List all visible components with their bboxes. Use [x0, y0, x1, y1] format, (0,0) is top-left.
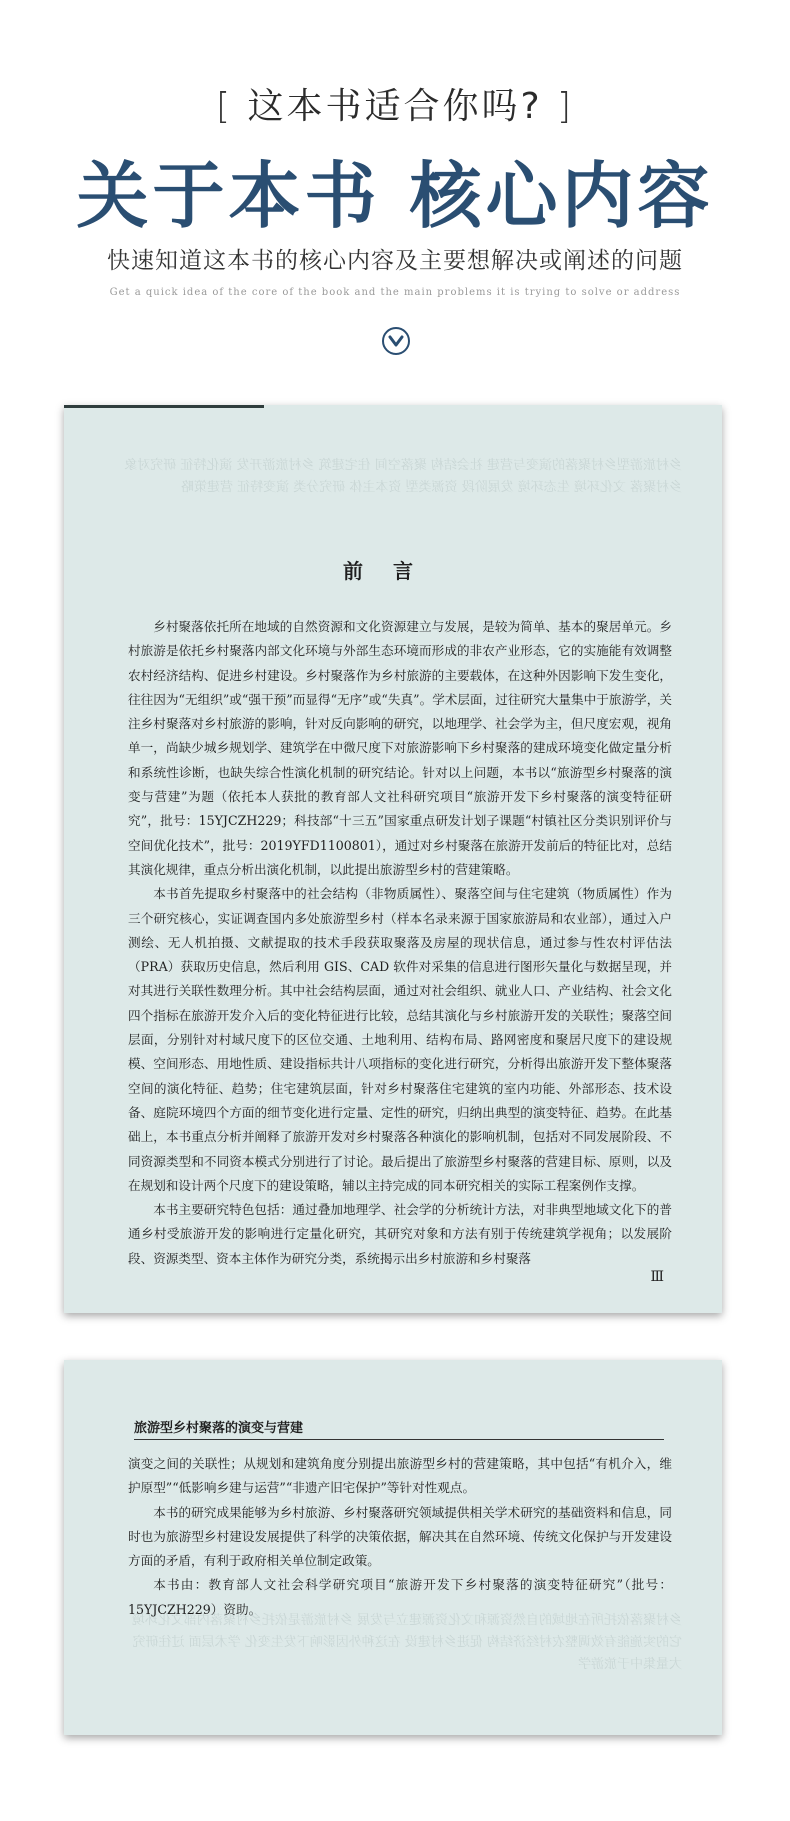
page-number: Ⅲ [650, 1269, 664, 1285]
tag-close-bracket: ] [557, 86, 575, 127]
tag-text: 这本书适合你吗? [247, 86, 543, 127]
paragraph: 本书首先提取乡村聚落中的社会结构（非物质属性）、聚落空间与住宅建筑（物质属性）作为三个研究核心，实证调查国内多处旅游型乡村（样本名录来源于国家旅游局和农业部），通过入户测绘、无人机拍摄、文献提取的技术手段获取聚落及房屋的现状信息，通过参与性农村评估法（PRA）获取历史信息，然后利用 GIS、CAD 软件对采集的信息进行图形矢量化与数据呈现，并对其进行关联性数理分析。其中社会结构层面，通过对社会组织、就业人口、产业结构、社会文化四个指标在旅游开发介入后的变化特征进行比较，总结其演化与乡村旅游开发的关联性；聚落空间层面，分别针对村域尺度下的区位交通、土地利用、结构布局、路网密度和聚居尺度下的建设规模、空间形态、用地性质、建设指标共计八项指标的变化进行研究，分析得出旅游开发下整体聚落空间的演化特征、趋势；住宅建筑层面，针对乡村聚落住宅建筑的室内功能、外部形态、技术设备、庭院环境四个方面的细节变化进行定量、定性的研究，归纳出典型的演变特征、趋势。在此基础上，本书重点分析并阐释了旅游开发对乡村聚落各种演化的影响机制，包括对不同发展阶段、不同资源类型和不同资本模式分别进行了讨论。最后提出了旅游型乡村聚落的营建目标、原则，以及在规划和设计两个尺度下的建设策略，辅以主持完成的同本研究相关的实际工程案例作支撑。 [128, 886, 672, 1193]
header [0, 0, 790, 400]
chevron-down-circle-icon [381, 326, 411, 356]
paragraph: 本书主要研究特色包括：通过叠加地理学、社会学的分析统计方法，对非典型地域文化下的普通乡村受旅游开发的影响进行定量化研究，其研究对象和方法有别于传统建筑学视角；以发展阶段、资源类型、资本主体作为研究分类，系统揭示出乡村旅游和乡村聚落 [128, 1202, 672, 1266]
subtitle: 快速知道这本书的核心内容及主要想解决或阐述的问题 [107, 248, 683, 274]
preface-heading: 前言 [343, 559, 443, 583]
preface-body [128, 615, 672, 1271]
paragraph: 本书的研究成果能够为乡村旅游、乡村聚落研究领域提供相关学术研究的基础资料和信息，同时也为旅游型乡村建设发展提供了科学的决策依据，解决其在自然环境、传统文化保护与开发建设方面的矛盾，有利于政府相关单位制定政策。 [128, 1504, 672, 1569]
subtitle-english: Get a quick idea of the core of the book and the main problems it is trying to solve or address [109, 287, 681, 298]
page-title: 关于本书 核心内容 [76, 153, 714, 238]
running-head [134, 1417, 664, 1440]
bleed-through-texture: 乡村聚落依托所在地域的自然资源和文化资源建立与发展 乡村旅游是依托乡村聚落内部文化环境 它的实施能有效调整农村经济结构 促进乡村建设 在这种外因影响下发生变化 学术层面 过往研究大量集中于旅游学 [131, 1613, 682, 1672]
book-page-continued [64, 1360, 722, 1735]
continued-body [128, 1452, 672, 1622]
paragraph: 演变之间的关联性；从规划和建筑角度分别提出旅游型乡村的营建策略，其中包括“有机介入，维护原型”“低影响乡建与运营”“非遗产旧宅保护”等针对性观点。 [128, 1456, 672, 1496]
running-head-text: 旅游型乡村聚落的演变与营建 [134, 1421, 304, 1436]
book-page-preface [64, 405, 722, 1313]
bleed-through-texture: 乡村旅游型乡村聚落的演变与营建 社会结构 聚落空间 住宅建筑 乡村旅游开发 演化特征 研究对象 乡村聚落 文化环境 生态环境 发展阶段 资源类型 资本主体 研究分类 演变特征 营建策略 [124, 458, 682, 495]
tag-open-bracket: [ [215, 86, 233, 127]
paragraph: 本书由：教育部人文社会科学研究项目“旅游开发下乡村聚落的演变特征研究”（批号：15YJCZH229）资助。 [128, 1577, 672, 1617]
paragraph: 乡村聚落依托所在地域的自然资源和文化资源建立与发展，是较为简单、基本的聚居单元。乡村旅游是依托乡村聚落内部文化环境与外部生态环境而形成的非农产业形态，它的实施能有效调整农村经济结构、促进乡村建设。乡村聚落作为乡村旅游的主要载体，在这种外因影响下发生变化，往往因为“无组织”或“强干预”而显得“无序”或“失真”。学术层面，过往研究大量集中于旅游学，关注乡村聚落对乡村旅游的影响，针对反向影响的研究，以地理学、社会学为主，但尺度宏观，视角单一，尚缺少城乡规划学、建筑学在中微尺度下对旅游影响下乡村聚落的建成环境变化做定量分析和系统性诊断，也缺失综合性演化机制的研究结论。针对以上问题，本书以“旅游型乡村聚落的演变与营建”为题（依托本人获批的教育部人文社科研究项目“旅游开发下乡村聚落的演变特征研究”，批号：15YJCZH229；科技部“十三五”国家重点研发计划子课题“村镇社区分类识别评价与空间优化技术”，批号：2019YFD1100801），通过对乡村聚落在旅游开发前后的特征比对，总结其演化规律，重点分析出演化机制，以此提出旅游型乡村的营建策略。 [128, 619, 672, 877]
section-tag [0, 78, 790, 129]
